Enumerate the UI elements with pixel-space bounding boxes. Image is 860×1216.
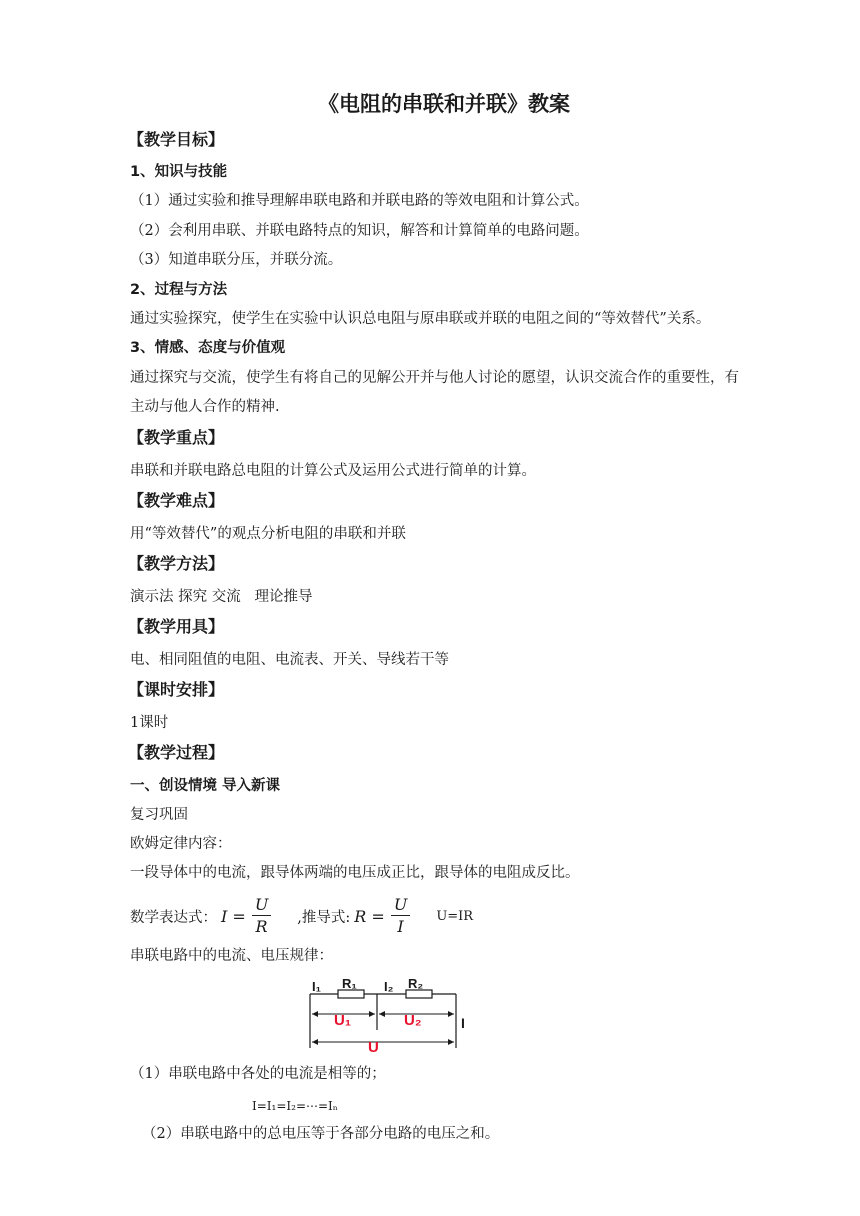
difficulty-text: 用“等效替代”的观点分析电阻的串联和并联 <box>130 526 406 542</box>
section-difficulty: 【教学难点】 <box>128 491 225 510</box>
goals-paragraph-3b: 主动与他人合作的精神. <box>130 399 280 415</box>
section-process: 【教学过程】 <box>128 743 225 762</box>
label-i1: I₁ <box>312 979 321 994</box>
label-i: I <box>461 1015 465 1031</box>
goals-heading-3: 3、情感、态度与价值观 <box>130 340 286 356</box>
section-schedule: 【课时安排】 <box>128 680 225 699</box>
eq1-numerator: U <box>252 895 271 916</box>
eq3: U=IR <box>436 908 474 924</box>
eq1-denominator: R <box>255 916 268 936</box>
math-label: 数学表达式： <box>130 909 217 926</box>
eq1-lhs: I = <box>221 906 246 926</box>
series-circuit-diagram <box>300 978 480 1054</box>
goals-item-3: （3）知道串联分压，并联分流。 <box>130 252 343 268</box>
goals-paragraph-3a: 通过探究与交流，使学生有将自己的见解公开并与他人讨论的愿望，认识交流合作的重要性，有 <box>130 370 739 386</box>
goals-item-1: （1）通过实验和推导理解串联电路和并联电路的等效电阻和计算公式。 <box>130 193 589 209</box>
label-r2: R₂ <box>408 978 424 991</box>
eq2-denominator: I <box>397 916 404 936</box>
goals-heading-1: 1、知识与技能 <box>130 164 228 180</box>
series-label: 串联电路中的电流、电压规律： <box>130 948 333 964</box>
circuit-wires <box>310 994 456 1048</box>
resistor-r2 <box>406 990 432 998</box>
section-focus: 【教学重点】 <box>128 428 225 447</box>
schedule-text: 1课时 <box>130 715 169 731</box>
eq1-fraction <box>252 895 271 938</box>
rule-1: （1）串联电路中各处的电流是相等的； <box>130 1066 386 1082</box>
eq2-fraction <box>391 895 410 938</box>
goals-heading-2: 2、过程与方法 <box>130 282 228 298</box>
method-text: 演示法 探究 交流 理论推导 <box>130 589 313 605</box>
process-heading-1: 一、创设情境 导入新课 <box>130 778 281 794</box>
ohm-label: 欧姆定律内容： <box>130 836 232 852</box>
label-u: U <box>368 1039 379 1054</box>
page-title: 《电阻的串联和并联》教案 <box>318 92 570 116</box>
tools-text: 电、相同阻值的电阻、电流表、开关、导线若干等 <box>130 652 449 668</box>
label-u2: U₂ <box>404 1012 422 1029</box>
formula-row <box>130 894 473 938</box>
section-tools: 【教学用具】 <box>128 617 225 636</box>
rule-2: （2）串联电路中的总电压等于各部分电路的电压之和。 <box>142 1126 500 1142</box>
label-r1: R₁ <box>342 978 357 991</box>
rule-1-formula: I=I₁=I₂=⋯=Iₙ <box>252 1099 338 1113</box>
derive-label: ,推导式: <box>297 909 351 926</box>
label-i2: I₂ <box>384 979 394 994</box>
section-method: 【教学方法】 <box>128 554 225 573</box>
review-label: 复习巩固 <box>130 807 188 823</box>
eq2-numerator: U <box>391 895 410 916</box>
focus-text: 串联和并联电路总电阻的计算公式及运用公式进行简单的计算。 <box>130 463 536 479</box>
goals-item-2: （2）会利用串联、并联电路特点的知识，解答和计算简单的电路问题。 <box>130 223 589 239</box>
eq2-lhs: R = <box>354 906 385 926</box>
goals-paragraph-2: 通过实验探究，使学生在实验中认识总电阻与原串联或并联的电阻之间的“等效替代”关系。 <box>130 311 711 327</box>
label-u1: U₁ <box>334 1012 352 1029</box>
resistor-r1 <box>338 990 364 998</box>
section-goals: 【教学目标】 <box>128 130 225 149</box>
ohm-text: 一段导体中的电流，跟导体两端的电压成正比，跟导体的电阻成反比。 <box>130 865 580 881</box>
